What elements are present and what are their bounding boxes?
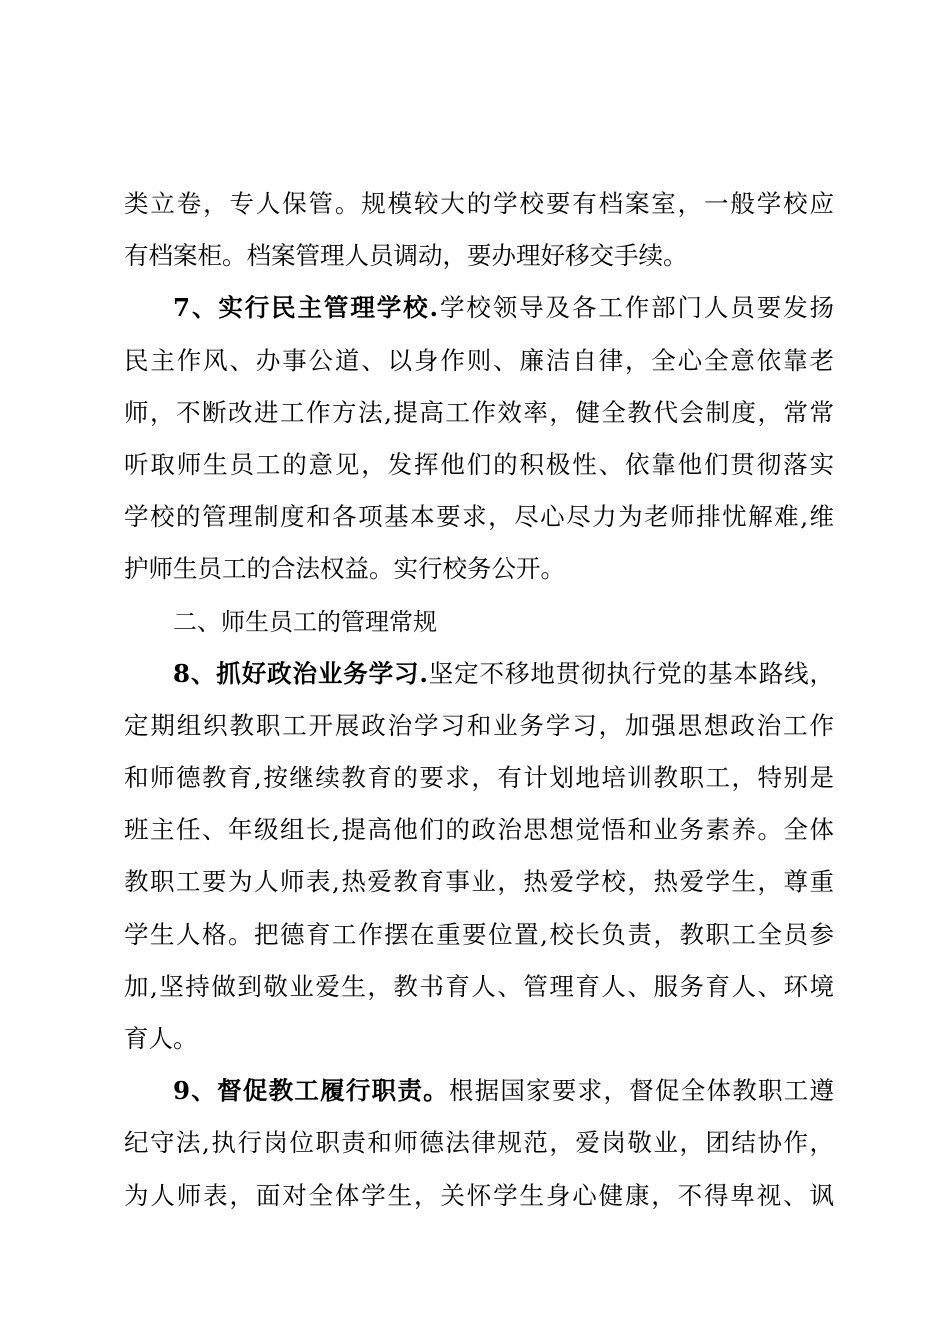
item-9-heading: 9、督促教工履行职责。 <box>173 1076 449 1106</box>
paragraph-line <box>124 178 834 230</box>
line-text: 学校的管理制度和各项基本要求，尽心尽力为老师排忧解难,维 <box>124 502 834 532</box>
paragraph-line <box>124 909 834 961</box>
line-text: 教职工要为人师表,热爱教育事业，热爱学校，热爱学生，尊重 <box>124 867 834 897</box>
paragraph-line <box>124 856 834 908</box>
paragraph-line <box>124 804 834 856</box>
line-text: 加,坚持做到敬业爱生，教书育人、管理育人、服务育人、环境 <box>124 971 834 1001</box>
line-text: 定期组织教职工开展政治学习和业务学习，加强思想政治工作 <box>124 710 834 740</box>
line-text: 听取师生员工的意见，发挥他们的积极性、依靠他们贯彻落实 <box>124 449 834 479</box>
line-text: 为人师表，面对全体学生，关怀学生身心健康，不得卑视、讽 <box>124 1180 834 1210</box>
paragraph-line <box>124 1013 834 1065</box>
line-text: 有档案柜。档案管理人员调动，要办理好移交手续。 <box>124 241 688 271</box>
line-text: 班主任、年级组长,提高他们的政治思想觉悟和业务素养。全体 <box>124 815 834 845</box>
line-text: 和师德教育,按继续教育的要求，有计划地培训教职工，特别是 <box>124 763 834 793</box>
paragraph-line <box>124 648 834 700</box>
line-text: 学校领导及各工作部门人员要发扬 <box>438 293 834 323</box>
paragraph-line <box>124 961 834 1013</box>
line-text: 类立卷，专人保管。规模较大的学校要有档案室，一般学校应 <box>124 189 834 218</box>
line-text: 学生人格。把德育工作摆在重要位置,校长负责，教职工全员参 <box>124 919 834 949</box>
paragraph-line <box>124 752 834 804</box>
document-body <box>124 178 834 1222</box>
paragraph-line <box>124 1170 834 1222</box>
line-text: 育人。 <box>124 1024 198 1053</box>
paragraph-line <box>124 1065 834 1117</box>
line-text: 坚定不移地贯彻执行党的基本路线， <box>427 658 834 688</box>
paragraph-line <box>124 700 834 752</box>
paragraph-line <box>124 230 834 282</box>
line-text: 民主作风、办事公道、以身作则、廉洁自律，全心全意依靠老 <box>124 345 834 375</box>
line-text: 根据国家要求，督促全体教职工遵 <box>448 1076 834 1106</box>
section-heading <box>124 596 834 648</box>
paragraph-line <box>124 335 834 387</box>
paragraph-line <box>124 439 834 491</box>
section-title: 二、师生员工的管理常规 <box>173 607 437 636</box>
item-7-heading: 7、实行民主管理学校. <box>173 293 439 323</box>
paragraph-line <box>124 282 834 334</box>
item-8-heading: 8、抓好政治业务学习. <box>173 658 428 688</box>
paragraph-line <box>124 491 834 543</box>
line-text: 师，不断改进工作方法,提高工作效率，健全教代会制度，常常 <box>124 397 834 427</box>
line-text: 护师生员工的合法权益。实行校务公开。 <box>124 554 565 584</box>
paragraph-line <box>124 543 834 595</box>
line-text: 纪守法,执行岗位职责和师德法律规范，爱岗敬业，团结协作， <box>124 1128 834 1158</box>
paragraph-line <box>124 1117 834 1169</box>
paragraph-line <box>124 387 834 439</box>
